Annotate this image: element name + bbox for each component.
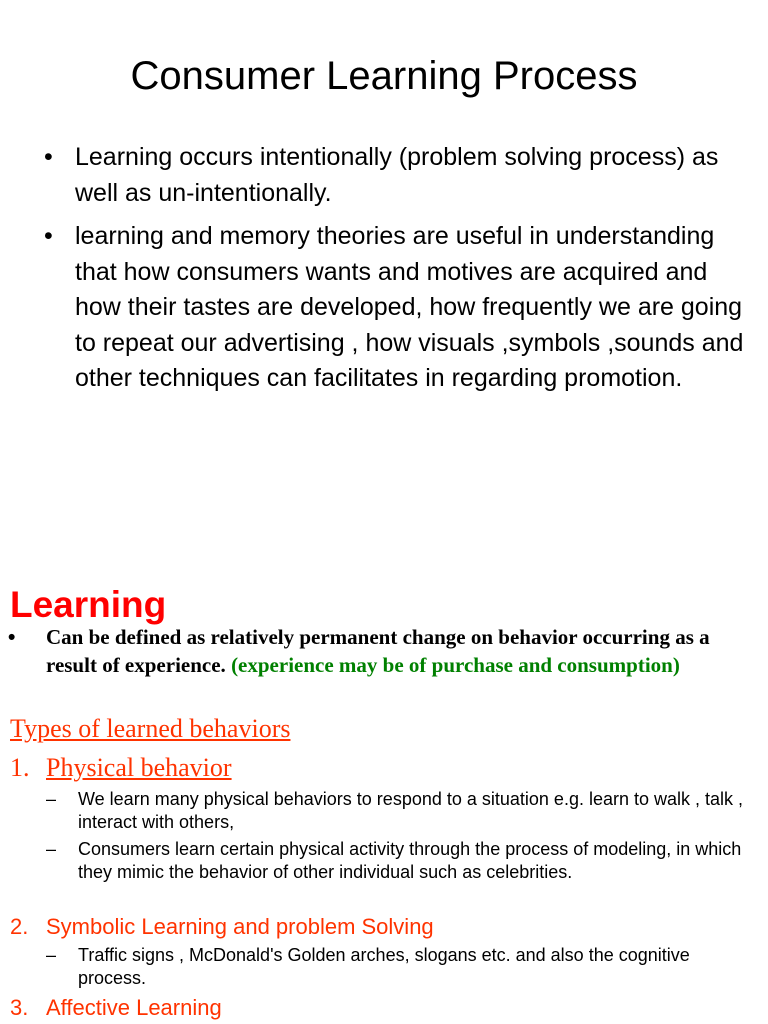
type-number: 2.: [10, 914, 29, 939]
definition-note: (experience may be of purchase and consumption): [225, 652, 680, 677]
type-label: Physical behavior: [46, 753, 232, 782]
dash-icon: –: [46, 789, 57, 809]
bullet-icon: •: [44, 143, 53, 171]
bullet-item: [44, 140, 744, 211]
slide-consumer-learning-process: [0, 0, 768, 500]
type-number: 3.: [10, 995, 29, 1020]
type-item-physical: [10, 752, 232, 784]
sub-point-text: Consumers learn certain physical activity through the process of modeling, in which they mimic the behavior of other individual such as celebrities.: [78, 839, 742, 882]
dash-icon: –: [46, 839, 57, 859]
type-label: Symbolic Learning and problem Solving: [46, 914, 434, 939]
type-label: Affective Learning: [46, 995, 222, 1020]
definition-bullet: [8, 624, 748, 679]
learning-heading: Learning: [10, 584, 167, 625]
sub-point: [46, 944, 758, 990]
slide-learning: [0, 580, 768, 1024]
type-item-symbolic: [10, 913, 434, 941]
bullet-text: Learning occurs intentionally (problem solving process) as well as un-intentionally.: [75, 143, 719, 207]
dash-icon: –: [46, 945, 57, 965]
type-number: 1.: [10, 753, 30, 782]
type-item-affective: [10, 994, 222, 1022]
bullet-text: learning and memory theories are useful in understanding that how consumers wants and motives are acquired and how their tastes are developed, how frequently we are going to repeat our advertising , how visuals ,symbols ,sounds and other techniques can facilitates in regarding promotion.: [75, 222, 744, 392]
sub-point: [46, 788, 758, 834]
bullet-icon: •: [44, 222, 53, 250]
slide-title: Consumer Learning Process: [130, 54, 638, 98]
sub-point: [46, 838, 758, 884]
sub-point-text: We learn many physical behaviors to respond to a situation e.g. learn to walk , talk , interact with others,: [78, 789, 744, 832]
definition-text-block: [46, 624, 748, 679]
sub-point-text: Traffic signs , McDonald's Golden arches, slogans etc. and also the cognitive process.: [78, 945, 690, 988]
bullet-icon: •: [8, 626, 16, 649]
bullet-item: [44, 219, 744, 397]
definition-text: Can be defined as relatively permanent change on behavior occurring as a result of experience.: [46, 625, 710, 677]
types-heading: Types of learned behaviors: [10, 714, 291, 743]
